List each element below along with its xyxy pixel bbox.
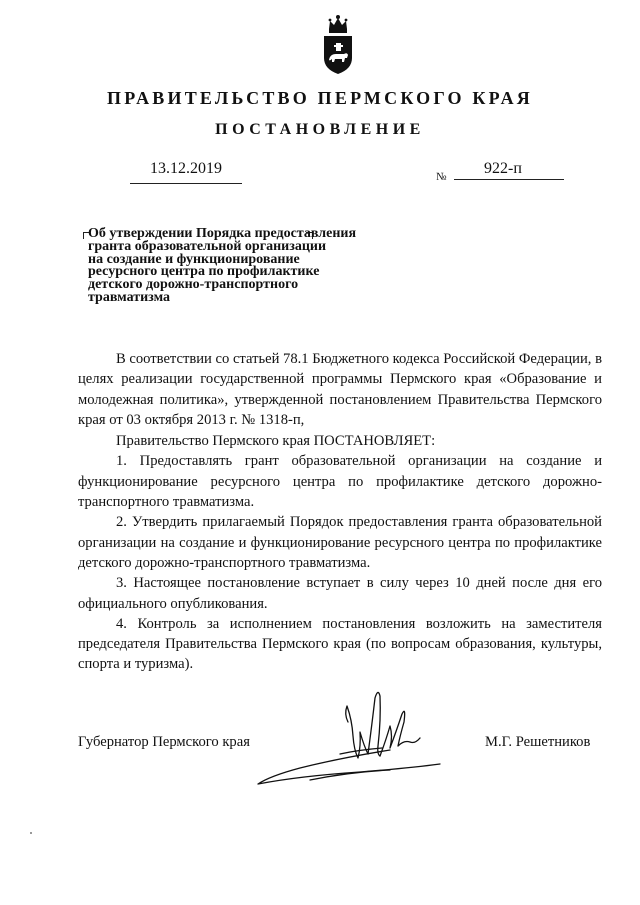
number-field (454, 160, 564, 186)
document-number: 922-п (484, 160, 522, 177)
clause-4: 4. Контроль за исполнением постановления возложить на заместителя председателя Правительства Пермского края (по вопросам образования, культуры, спорта и туризма). (78, 615, 602, 673)
resolves-paragraph: Правительство Пермского края ПОСТАНОВЛЯЕТ: (116, 433, 436, 450)
clause-3: 3. Настоящее постановление вступает в силу через 10 дней после дня его официального опубликования. (78, 575, 602, 612)
government-title: ПРАВИТЕЛЬСТВО ПЕРМСКОГО КРАЯ (107, 88, 533, 108)
document-date: 13.12.2019 (150, 160, 222, 177)
document-type: ПОСТАНОВЛЕНИЕ (215, 121, 425, 138)
signatory-position: Губернатор Пермского края (78, 734, 250, 750)
clause-1: 1. Предоставлять грант образовательной организации на создание и функционирование ресурсного центра по профилактике детского дорожно-транспортного травматизма. (78, 453, 602, 511)
subject-line: детского дорожно-транспортного (88, 277, 299, 293)
date-field (130, 160, 242, 186)
document-body (78, 349, 602, 675)
date-underline (130, 183, 242, 184)
document-subject (88, 228, 408, 305)
number-sign: № (436, 171, 447, 183)
preamble-paragraph: В соответствии со статьей 78.1 Бюджетного кодекса Российской Федерации, в целях реализации государственной программы Пермского края «Образование и молодежная политика», утвержденной постановлением Правительства Пермского края от 03 октября 2013 г. № 1318-п, (78, 351, 602, 428)
margin-mark (30, 832, 32, 834)
subject-line: на создание и функционирование (88, 251, 300, 267)
handwritten-signature (240, 684, 500, 794)
subject-line: Об утверждении Порядка предоставления (88, 226, 357, 241)
signatory-name: М.Г. Решетников (485, 734, 591, 750)
number-underline (454, 179, 564, 180)
subject-line: ресурсного центра по профилактике (88, 264, 320, 280)
subject-line: гранта образовательной организации (88, 238, 327, 254)
perm-krai-coat-of-arms-icon (318, 14, 358, 76)
clause-2: 2. Утвердить прилагаемый Порядок предоставления гранта образовательной организации на создание и функционирование ресурсного центра по профилактике детского дорожно-транспортного травматизма. (78, 514, 602, 571)
subject-line: травматизма (88, 289, 171, 305)
